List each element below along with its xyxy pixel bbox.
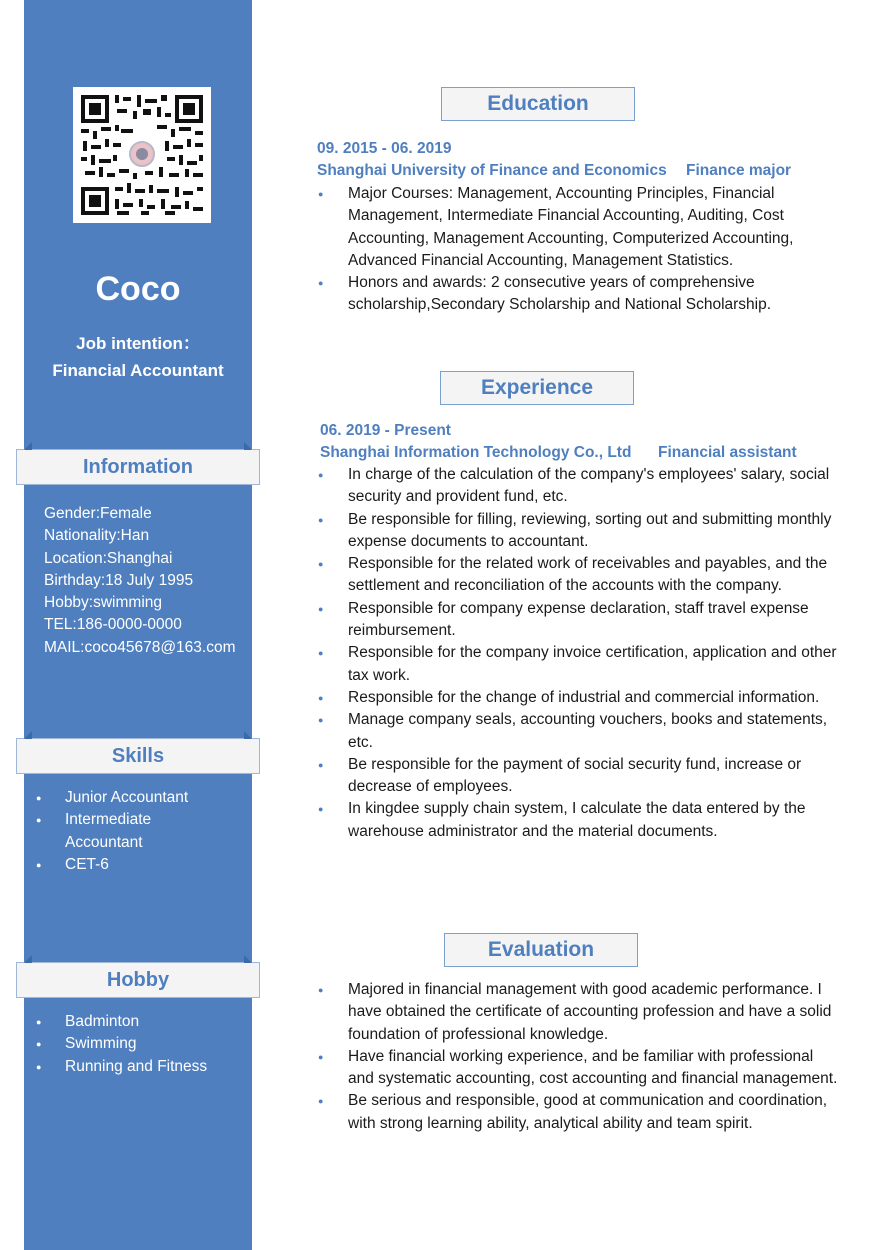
info-tel: TEL:186-0000-0000 <box>44 616 182 634</box>
education-heading: Education <box>441 87 635 121</box>
information-heading: Information <box>16 449 260 485</box>
job-intention <box>24 330 252 384</box>
list-item: ● Responsible for the company invoice certification, application and other tax work. <box>318 642 838 687</box>
experience-period: 06. 2019 - Present <box>320 422 451 439</box>
list-item: ● Major Courses: Management, Accounting Principles, Financial Management, Intermediate Financial Accounting, Auditing, Cost Accounting, Management Accounting, Computerized Accounting, Advanced Financial Accounting, Management Statistics. <box>318 183 838 272</box>
list-item: ● Honors and awards: 2 consecutive years of comprehensive scholarship,Secondary Scholarship and National Scholarship. <box>318 272 838 317</box>
list-item: ● Responsible for the related work of receivables and payables, and the settlement and reconciliation of the accounts with the company. <box>318 553 838 598</box>
experience-role: Financial assistant <box>658 444 797 461</box>
list-item: ● Badminton <box>36 1011 246 1033</box>
hobby-list <box>36 1011 246 1078</box>
list-item: ● Swimming <box>36 1033 246 1055</box>
list-item: ● Be responsible for filling, reviewing, sorting out and submitting monthly expense documents to accountant. <box>318 509 838 554</box>
information-list <box>44 503 236 659</box>
list-item: ● Junior Accountant <box>36 787 206 809</box>
education-list <box>318 183 838 317</box>
education-major: Finance major <box>686 162 792 179</box>
info-hobby: Hobby:swimming <box>44 594 163 612</box>
list-item: ● CET-6 <box>36 854 206 876</box>
list-item: ● Be serious and responsible, good at communication and coordination, with strong learning ability, analytical ability and team spirit. <box>318 1090 838 1135</box>
info-mail: MAIL:coco45678@163.com <box>44 638 236 656</box>
list-item: ● In charge of the calculation of the company's employees' salary, social security and provident fund, etc. <box>318 464 838 509</box>
evaluation-heading: Evaluation <box>444 933 638 967</box>
skills-list <box>36 787 206 876</box>
info-nationality: Nationality:Han <box>44 527 150 545</box>
list-item: ● Intermediate Accountant <box>36 809 206 854</box>
job-intention-label: Job intention： <box>76 334 200 353</box>
list-item: ● In kingdee supply chain system, I calculate the data entered by the warehouse administrator and the material documents. <box>318 798 838 843</box>
education-period: 09. 2015 - 06. 2019 <box>317 140 452 157</box>
qr-code-icon <box>73 87 211 223</box>
list-item: ● Responsible for the change of industrial and commercial information. <box>318 687 838 709</box>
list-item: ● Majored in financial management with good academic performance. I have obtained the certificate of accounting profession and have a solid foundation of professional knowledge. <box>318 979 838 1046</box>
list-item: ● Have financial working experience, and be familiar with professional and systematic accounting, cost accounting and financial management. <box>318 1046 838 1091</box>
experience-list <box>318 464 838 843</box>
info-location: Location:Shanghai <box>44 549 173 567</box>
info-gender: Gender:Female <box>44 505 152 522</box>
list-item: ● Running and Fitness <box>36 1056 246 1078</box>
list-item: ● Responsible for company expense declaration, staff travel expense reimbursement. <box>318 598 838 643</box>
hobby-heading: Hobby <box>16 962 260 998</box>
job-intention-value: Financial Accountant <box>52 361 224 380</box>
qr-code-graphic <box>81 95 203 215</box>
experience-company: Shanghai Information Technology Co., Ltd <box>320 444 632 461</box>
list-item: ● Manage company seals, accounting vouchers, books and statements, etc. <box>318 709 838 754</box>
candidate-name: Coco <box>95 270 181 308</box>
evaluation-list <box>318 979 838 1135</box>
info-birthday: Birthday:18 July 1995 <box>44 571 194 589</box>
skills-heading: Skills <box>16 738 260 774</box>
education-school: Shanghai University of Finance and Economics <box>317 162 667 179</box>
experience-heading: Experience <box>440 371 634 405</box>
list-item: ● Be responsible for the payment of social security fund, increase or decrease of employees. <box>318 754 838 799</box>
